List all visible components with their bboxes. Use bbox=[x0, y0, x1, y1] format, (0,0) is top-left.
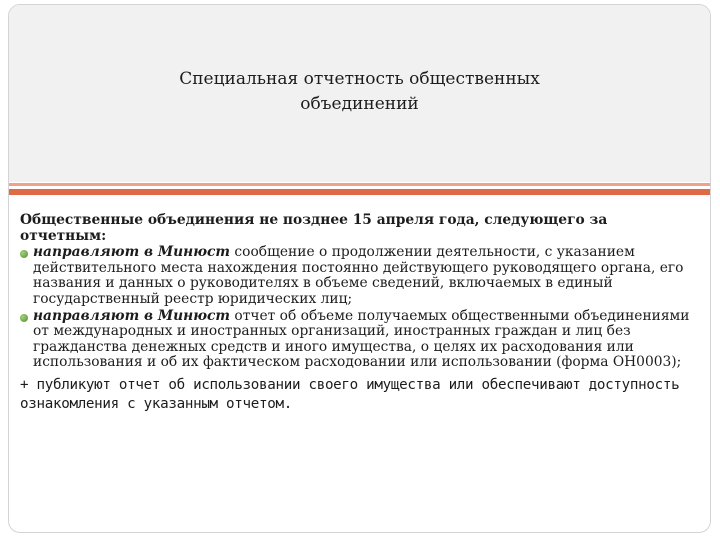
slide-body bbox=[20, 213, 698, 414]
bullet-emphasis: направляют в Минюст bbox=[33, 244, 231, 261]
bullet-text: сообщение о продолжении деятельности, с указанием действительного места нахождения постоянно действующего руководящего органа, его названия и данных о руководителях в объеме сведений, включаемых в единый государственный реестр юридических лиц; bbox=[33, 244, 684, 307]
bullet-emphasis: направляют в Минюст bbox=[33, 307, 231, 324]
title-area bbox=[9, 5, 710, 182]
divider-thin bbox=[9, 183, 710, 186]
bullet-icon bbox=[20, 250, 28, 258]
bullet-text: отчет об объеме получаемых общественными объединениями от международных и иностранных организаций, иностранных граждан и лиц без гражданства денежных средств и иного имущества, о целях их расходования или использования и об их фактическом расходовании или использовании (форма ОН0003); bbox=[33, 307, 690, 371]
bullet-item bbox=[20, 245, 698, 307]
divider-thick bbox=[9, 189, 710, 195]
title-line-2: объединений bbox=[300, 94, 419, 114]
slide bbox=[8, 4, 711, 533]
bullet-icon bbox=[20, 314, 28, 322]
publish-note: + публикуют отчет об использовании своего имущества или обеспечивают доступность ознакомления с указанным отчетом. bbox=[20, 376, 680, 412]
bullet-item bbox=[20, 309, 698, 371]
intro-text: Общественные объединения не позднее 15 апреля года, следующего за отчетным: bbox=[20, 212, 608, 244]
slide-title bbox=[69, 67, 650, 117]
title-line-1: Специальная отчетность общественных bbox=[179, 69, 540, 89]
